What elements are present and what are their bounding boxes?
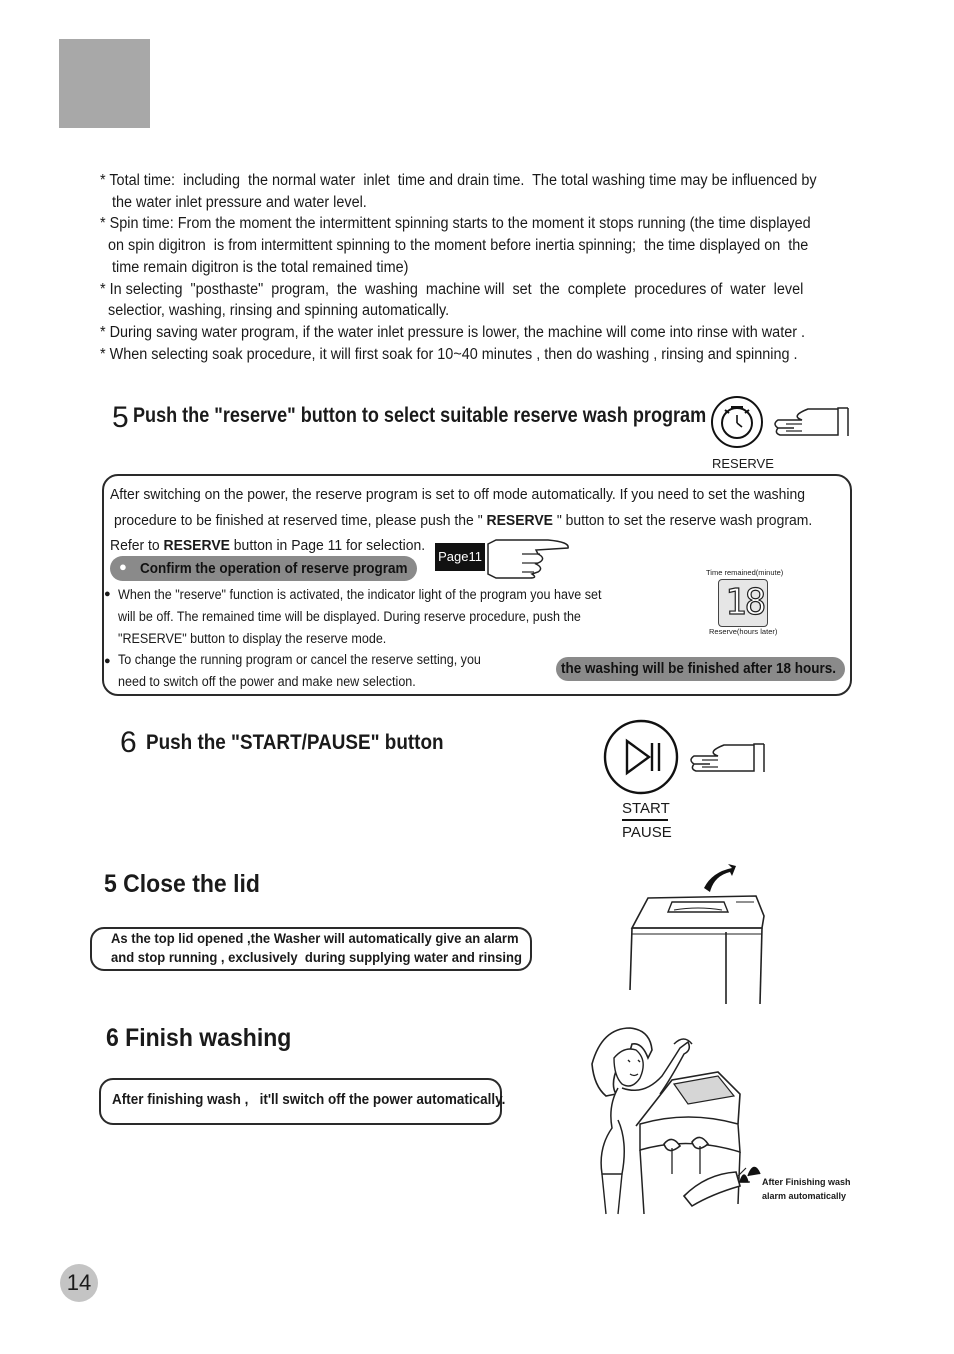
reserve-line1: After switching on the power, the reserve program is set to off mode automatically. If you need to set the washing (110, 486, 806, 503)
pointing-hand-icon (688, 742, 768, 774)
page-tag-number: 11 (468, 549, 482, 564)
finish-pill-text: the washing will be finished after 18 hours. (561, 661, 837, 677)
notes-section (100, 170, 860, 365)
display-top-label: Time remained(minute) (706, 568, 784, 577)
start-pause-icon[interactable] (603, 719, 679, 795)
note-line: * Spin time: From the moment the intermittent spinning starts to the moment it stops running (the time displayed (100, 215, 811, 233)
alarm-caption-line: alarm automatically (762, 1190, 847, 1201)
display-digits: 18 (725, 582, 765, 623)
header-gray-block (59, 39, 150, 128)
reserve-line3-pre: Refer to (110, 537, 164, 554)
lid-alarm-line: and stop running , exclusively during supplying water and rinsing (111, 948, 522, 965)
step5-heading (112, 401, 129, 435)
note-line: on spin digitron is from intermittent spinning to the moment before inertia spinning; the time displayed on the (100, 237, 809, 255)
confirm-pill-text: Confirm the operation of reserve program (140, 561, 408, 577)
reserve-line2-pre: procedure to be finished at reserved time, please push the " (114, 512, 487, 529)
bullet-dot-icon: ● (119, 559, 127, 574)
reserve-line3-bold: RESERVE (163, 537, 230, 554)
step5-title: Push the "reserve" button to select suitable reserve wash program (133, 404, 707, 427)
note-line: selectior, washing, rinsing and spinning automatically. (100, 302, 450, 320)
note-line: * Total time: including the normal water inlet time and drain time. The total washing time may be influenced by (100, 172, 817, 189)
lid-alarm-line: As the top lid opened ,the Washer will automatically give an alarm (111, 930, 519, 946)
bullet2-line: To change the running program or cancel the reserve setting, you (118, 652, 481, 667)
page-tag-label: Page (438, 549, 469, 564)
bullet1-line: will be off. The remained time will be displayed. During reserve procedure, push the (118, 608, 581, 624)
bullet2-line: need to switch off the power and make new selection. (118, 673, 416, 689)
note-line: * During saving water program, if the water inlet pressure is lower, the machine will come into rinse with water . (100, 323, 806, 341)
reserve-line3 (110, 537, 425, 554)
note-line: time remain digitron is the total remained time) (100, 258, 409, 276)
reserve-clock-icon[interactable] (711, 396, 765, 450)
pointing-hand-icon (772, 406, 852, 438)
step6-title: Push the "START/PAUSE" button (146, 731, 444, 754)
reserve-line2-bold: RESERVE (486, 512, 553, 529)
step6-heading (120, 726, 137, 760)
reserve-line3-post: button in Page 11 for selection. (229, 537, 426, 554)
bullet1-line: When the "reserve" function is activated, the indicator light of the program you have set (118, 587, 602, 602)
confirm-reserve-pill (110, 556, 417, 581)
start-caption: START (622, 800, 670, 817)
bullet1-line: "RESERVE" button to display the reserve mode. (118, 630, 387, 646)
reserve-caption: RESERVE (712, 456, 774, 471)
alarm-caption-line: After Finishing wash (762, 1177, 851, 1187)
bullet2-block (118, 649, 508, 693)
bullet-icon: ● (104, 588, 111, 600)
display-bottom-label: Reserve(hours later) (709, 627, 778, 636)
lid-alarm-text (111, 929, 553, 966)
page-reference-tag[interactable] (435, 543, 485, 571)
alarm-caption (762, 1176, 851, 1203)
step5-number: 5 (112, 401, 129, 434)
washer-lid-illustration (628, 862, 768, 1006)
note-line: * When selecting soak procedure, it will first soak for 10~40 minutes , then do washing , rinsing and spinning . (100, 345, 798, 363)
step6-number: 6 (120, 726, 137, 759)
page-number: 14 (66, 1270, 92, 1295)
finish-hours-pill (556, 657, 845, 681)
close-lid-heading: 5 Close the lid (104, 870, 260, 898)
auto-off-text: After finishing wash , it'll switch off the power automatically. (112, 1092, 506, 1108)
reserve-line2 (114, 512, 812, 529)
bullet1-block (118, 584, 638, 649)
digital-display (718, 579, 768, 627)
note-line: * In selecting "posthaste" program, the washing machine will set the complete procedures of water level (100, 280, 804, 298)
bullet-icon: ● (104, 655, 111, 667)
note-line: the water inlet pressure and water level. (100, 193, 367, 211)
page-number-badge (60, 1264, 98, 1302)
caption-divider (622, 819, 668, 821)
finish-washing-heading: 6 Finish washing (106, 1024, 292, 1052)
pointing-hand-right-icon (486, 538, 572, 580)
pause-caption: PAUSE (622, 824, 672, 841)
reserve-line2-post: " button to set the reserve wash program. (552, 512, 813, 529)
